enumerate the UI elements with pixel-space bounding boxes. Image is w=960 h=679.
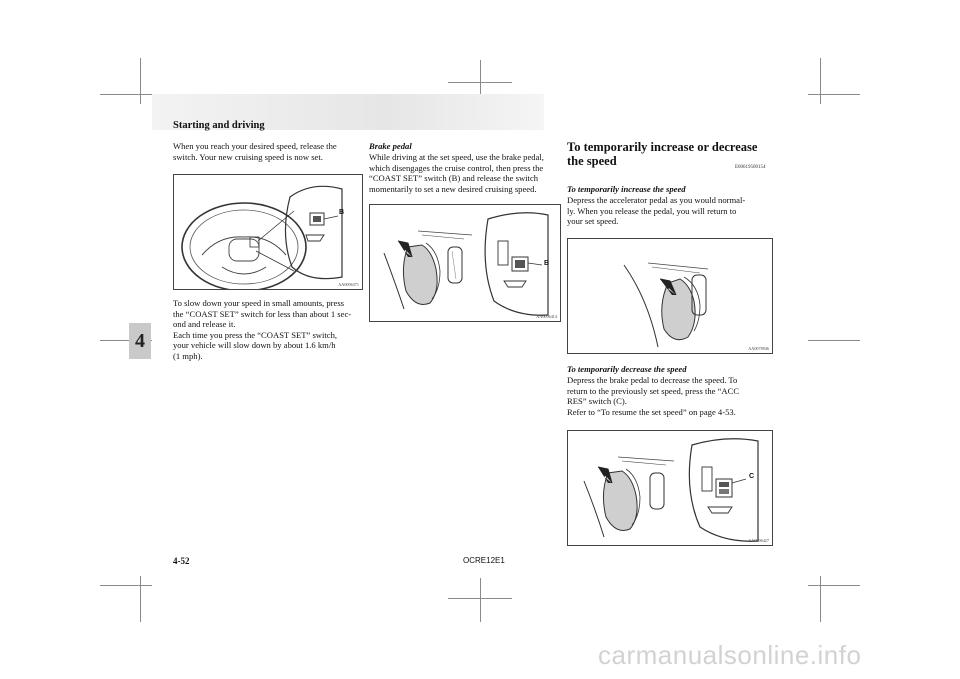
figure-id: AA0096414 (536, 314, 557, 319)
section-title-line: To temporarily increase or decrease (567, 140, 758, 154)
text-line: ond and release it. (173, 319, 236, 330)
text-line: which disengages the cruise control, then press the (369, 162, 544, 173)
text-line: To slow down your speed in small amounts, press (173, 298, 345, 308)
increase-speed-para (567, 195, 771, 227)
decrease-speed-heading: To temporarily decrease the speed (567, 364, 687, 374)
figure-id: AA0096371 (338, 282, 359, 287)
text-line: return to the previously set speed, press the “ACC (567, 385, 740, 396)
text-line: ly. When you release the pedal, you will return to (567, 205, 737, 216)
text-line: your set speed. (567, 216, 619, 227)
section-code: E00619500154 (735, 165, 766, 170)
text-line: RES” switch (C). (567, 396, 627, 407)
acc-res-figure (567, 430, 773, 546)
brake-pedal-figure (369, 204, 561, 322)
text-line: momentarily to set a new desired cruising speed. (369, 183, 537, 194)
text-line: Refer to “To resume the set speed” on page 4-53. (567, 406, 736, 417)
steering-wheel-illustration (174, 175, 362, 289)
watermark: carmanualsonline.info (598, 640, 862, 670)
brake-pedal-illustration (370, 205, 560, 321)
text-line: When you reach your desired speed, release the (173, 141, 337, 151)
page-number: 4-52 (173, 556, 190, 566)
acc-res-illustration (568, 431, 772, 545)
section-title-line: the speed (567, 154, 617, 168)
page-header-title: Starting and driving (173, 120, 265, 131)
chapter-tab: 4 (129, 323, 151, 359)
text-line: switch. Your new cruising speed is now set. (173, 151, 323, 162)
text-line: (1 mph). (173, 350, 203, 361)
text-line: While driving at the set speed, use the brake pedal, (369, 152, 544, 162)
text-line: the “COAST SET” switch for less than about 1 sec- (173, 308, 352, 319)
text-line: Depress the brake pedal to decrease the speed. To (567, 375, 738, 385)
left-para-2 (173, 298, 361, 362)
brake-pedal-heading: Brake pedal (369, 141, 412, 151)
text-line: your vehicle will slow down by about 1.6 km/h (173, 340, 336, 351)
callout-label: B (544, 260, 550, 267)
middle-para (369, 152, 559, 194)
figure-id: AA0096427 (748, 538, 769, 543)
left-para-1 (173, 141, 361, 162)
callout-label: B (339, 209, 345, 216)
decrease-speed-para (567, 375, 771, 417)
accelerator-pedal-figure (567, 238, 773, 354)
figure-id: AA0078946 (748, 346, 769, 351)
increase-speed-heading: To temporarily increase the speed (567, 184, 686, 194)
steering-wheel-figure (173, 174, 363, 290)
document-code: OCRE12E1 (463, 556, 505, 565)
section-title (567, 140, 777, 168)
accelerator-pedal-illustration (568, 239, 772, 353)
text-line: Depress the accelerator pedal as you would normal- (567, 195, 746, 205)
text-line: Each time you press the “COAST SET” switch, (173, 329, 338, 340)
callout-label: C (749, 473, 755, 480)
text-line: “COAST SET” switch (B) and release the switch (369, 173, 539, 184)
